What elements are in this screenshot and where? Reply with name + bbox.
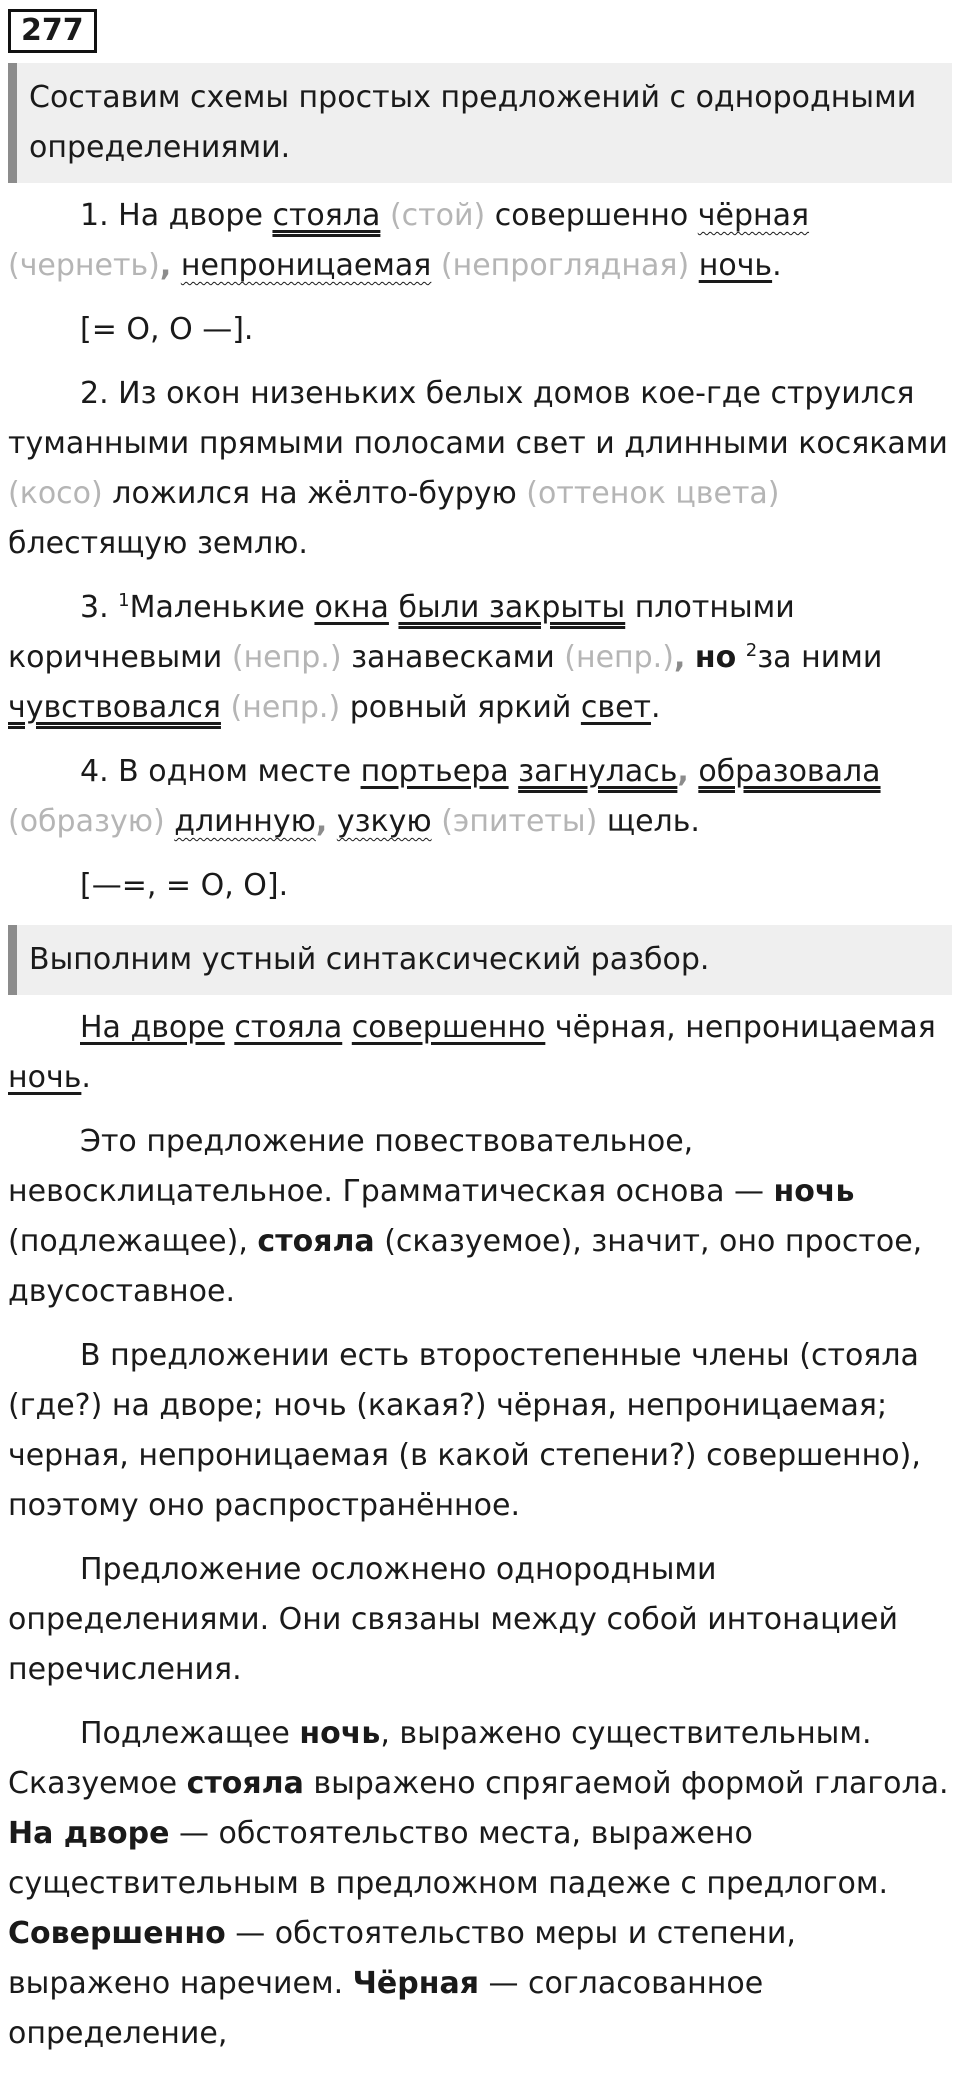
page [8, 6, 952, 2073]
task-number: 277 [8, 9, 97, 53]
s3-predicate: были закрыты [398, 590, 626, 625]
p1-text-3: (сказуемое), значит, оно простое, двусоставное. [8, 1224, 923, 1309]
callout-parse: Выполним устный синтаксический разбор. [8, 925, 952, 995]
p1-bold-predicate: стояла [257, 1224, 375, 1259]
s1-subject: ночь [698, 248, 773, 283]
s1-text-2: совершенно [485, 198, 698, 233]
s3-subject-2: свет [580, 690, 651, 725]
s2-koe: кое- [640, 376, 706, 411]
s4-predicate-1: загнулась [518, 754, 678, 789]
s3-text-4: ровный яркий [340, 690, 581, 725]
s4-note: (эпитеты) [441, 804, 598, 839]
s2-dlinnymi: длинными [624, 426, 789, 461]
sentence-3: 3. $^1$Маленькие окна были закрыты плотными коричневыми (непр.) занавесками (непр.), но $^2$за ними чувствовался (непр.) ровный яркий свет. [8, 590, 883, 725]
paragraph-1 [8, 1117, 952, 1317]
s3-comma: , [673, 640, 686, 675]
s3-note-3: (непр.) [230, 690, 341, 725]
p4-bold-2: стояла [186, 1766, 304, 1801]
s3-note-2: (непр.) [564, 640, 674, 675]
s3-part-2-marker: 2 [745, 640, 758, 661]
s2-text-5: блестящую землю. [8, 526, 308, 561]
p1-bold-subject: ночь [773, 1174, 855, 1209]
parse-attr-2: непроницаемая [685, 1010, 936, 1045]
callout-schemes: Составим схемы простых предложений с однородными определениями. [8, 63, 952, 183]
s4-comma-2: , [315, 804, 328, 839]
p1-text: Это предложение повествовательное, невосклицательное. Грамматическая основа — [8, 1124, 774, 1209]
p4-text-3: выражено спрягаемой формой глагола. [303, 1766, 949, 1801]
parse-circumstance: На дворе [80, 1010, 225, 1045]
s2-text: 2. Из окон низеньких белых домов [80, 376, 641, 411]
p4-text-5: — обстоятельство меры и степени, выражено наречием. [8, 1916, 796, 2001]
parsed-sentence: На дворе стояла совершенно чёрная, непроницаемая ночь. [8, 1010, 936, 1095]
s3-text: Маленькие [129, 590, 315, 625]
s4-text-2: щель. [597, 804, 700, 839]
s4-predicate-2: образовала [698, 754, 881, 789]
p4-bold-5: Чёрная [352, 1966, 479, 2001]
s1-check-word-2: (чернеть) [8, 248, 160, 283]
p1-text-2: (подлежащее), [8, 1224, 258, 1259]
s4-attr-2: узкую [336, 804, 432, 839]
s3-korichnevymi: коричневыми [8, 640, 223, 675]
p4-text-6: — согласованное определение, [8, 1966, 764, 2051]
parse-degree: совершенно [351, 1010, 546, 1045]
s2-text-3: прямыми полосами свет и [189, 426, 625, 461]
s4-text: 4. В одном месте [80, 754, 361, 789]
s4-attr-1: длинную [174, 804, 316, 839]
sentence-1: 1. На дворе стояла (стой) совершенно чёрная (чернеть), непроницаемая (непроглядная) ночь. [8, 198, 810, 283]
p4-bold-1: ночь [299, 1716, 381, 1751]
s2-text-4: на жёлто-бурую [250, 476, 527, 511]
s4-check-word: (образую) [8, 804, 165, 839]
s3-conjunction: но [694, 640, 737, 675]
scheme-4: [—=, = О, О]. [80, 868, 289, 903]
paragraph-2: В предложении есть второстепенные члены (стояла (где?) на дворе; ночь (какая?) чёрная, непроницаемая; черная, непроницаемая (в какой степени?) совершенно), поэтому оно распространённое. [8, 1338, 921, 1523]
s4-subject: портьера [360, 754, 509, 789]
parse-subject: ночь [8, 1060, 82, 1095]
s3-number: 3. [80, 590, 119, 625]
s3-part-1-marker: 1 [118, 590, 130, 611]
paragraph-3: Предложение осложнено однородными определениями. Они связаны между собой интонацией перечисления. [8, 1552, 899, 1687]
p4-text: Подлежащее [80, 1716, 300, 1751]
s2-check-word: (косо) [8, 476, 103, 511]
s3-zanaveskami: занавесками [351, 640, 555, 675]
s2-kosyakami: косяками [798, 426, 948, 461]
sentence-4 [8, 747, 952, 847]
paragraph-4 [8, 1709, 952, 2059]
s2-lozhilsya: ложился [112, 476, 251, 511]
sentence-2 [8, 369, 952, 569]
p4-text-2: , выражено существительным. Сказуемое [8, 1716, 872, 1801]
s1-comma: , [159, 248, 172, 283]
s1-attr-1: чёрная [697, 198, 810, 233]
s3-subject: окна [314, 590, 389, 625]
s3-predicate-2: чувствовался [8, 690, 221, 725]
parse-predicate: стояла [234, 1010, 343, 1045]
parse-attr-1: чёрная [554, 1010, 667, 1045]
s1-predicate: стояла [272, 198, 381, 233]
s1-check-word-3: (непроглядная) [440, 248, 690, 283]
s2-text-2: где струился [705, 376, 915, 411]
s4-comma: , [677, 754, 689, 789]
s2-tumannymi: туманными [8, 426, 190, 461]
s2-note: (оттенок цвета) [526, 476, 780, 511]
s1-attr-2: непроницаемая [180, 248, 432, 283]
s1-text: 1. На дворе [80, 198, 273, 233]
s1-check-word: (стой) [389, 198, 486, 233]
s3-note-1: (непр.) [231, 640, 342, 675]
p4-bold-3: На дворе [8, 1816, 170, 1851]
p4-text-4: — обстоятельство места, выражено существительным в предложном падеже с предлогом. [8, 1816, 889, 1901]
s3-text-2: плотными [625, 590, 795, 625]
scheme-1: [= О, О —]. [80, 312, 254, 347]
p4-bold-4: Совершенно [8, 1916, 226, 1951]
s3-text-3: за ними [757, 640, 883, 675]
